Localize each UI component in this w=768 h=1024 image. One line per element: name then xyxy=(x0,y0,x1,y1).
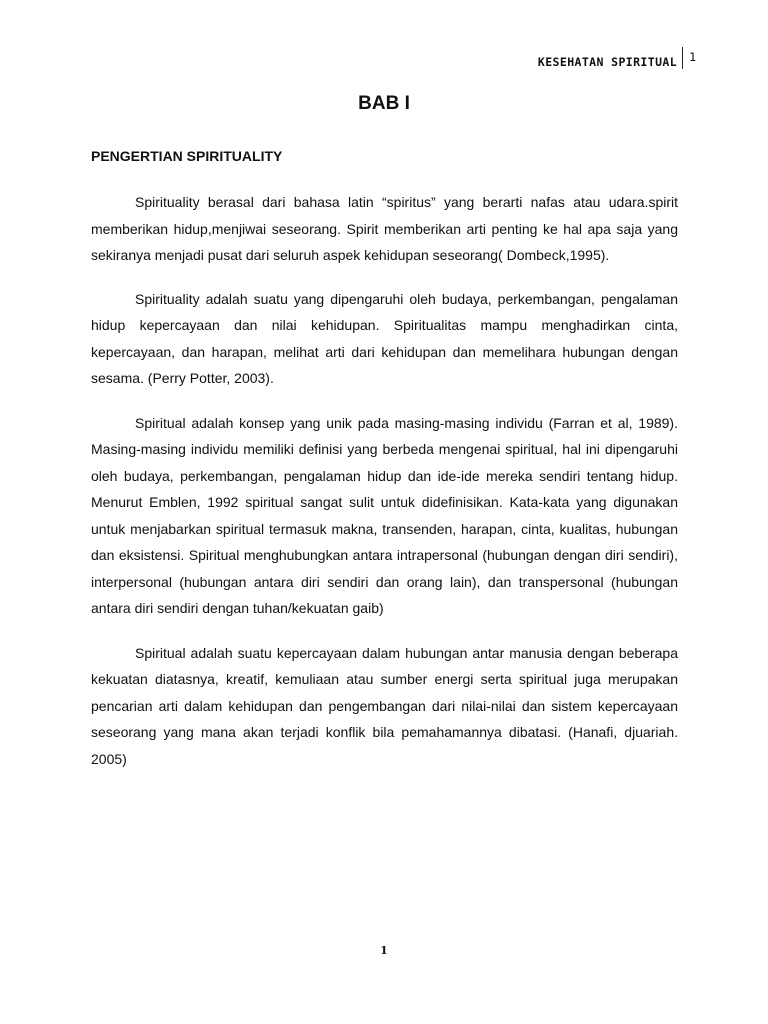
paragraph-4: Spiritual adalah suatu kepercayaan dalam hubungan antar manusia dengan beberapa kekuatan diatasnya, kreatif, kemuliaan atau sumber energi serta spiritual juga merupakan pencarian arti dalam kehidupan dan pengembangan dari nilai-nilai dan sistem kepercayaan seseorang yang mana akan terjadi konflik bila pemahamannya dibatasi. (Hanafi, djuariah. 2005) xyxy=(91,644,678,767)
section-heading: PENGERTIAN SPIRITUALITY xyxy=(91,148,283,164)
footer-page-number: 1 xyxy=(380,944,388,957)
paragraph-2: Spirituality adalah suatu yang dipengaruhi oleh budaya, perkembangan, pengalaman hidup kepercayaan dan nilai kehidupan. Spiritualitas mampu menghadirkan cinta, kepercayaan, dan harapan, melihat arti dari kehidupan dan memelihara hubungan dengan sesama. (Perry Potter, 2003). xyxy=(91,290,678,386)
page-header xyxy=(538,47,696,69)
header-page-number: 1 xyxy=(689,50,696,64)
paragraph-1: Spirituality berasal dari bahasa latin “spiritus” yang berarti nafas atau udara.spirit memberikan hidup,menjiwai seseorang. Spirit memberikan arti penting ke hal apa saja yang sekiranya menjadi pusat dari seluruh aspek kehidupan seseorang( Dombeck,1995). xyxy=(91,194,678,263)
running-title: KESEHATAN SPIRITUAL xyxy=(537,55,678,69)
paragraph-3: Spiritual adalah konsep yang unik pada masing-masing individu (Farran et al, 1989). Masing-masing individu memiliki definisi yang berbeda mengenai spiritual, hal ini dipengaruhi oleh budaya, perkembangan, pengalaman hidup dan ide-ide mereka sendiri tentang hidup. Menurut Emblen, 1992 spiritual sangat sulit untuk didefinisikan. Kata-kata yang digunakan untuk menjabarkan spiritual termasuk makna, transenden, harapan, cinta, kualitas, hubungan dan eksistensi. Spiritual menghubungkan antara intrapersonal (hubungan dengan diri sendiri), interpersonal (hubungan antara diri sendiri dan orang lain), dan transpersonal (hubungan antara diri sendiri dengan tuhan/kekuatan gaib) xyxy=(91,414,678,616)
body-text xyxy=(91,189,678,790)
chapter-title: BAB I xyxy=(358,93,410,114)
